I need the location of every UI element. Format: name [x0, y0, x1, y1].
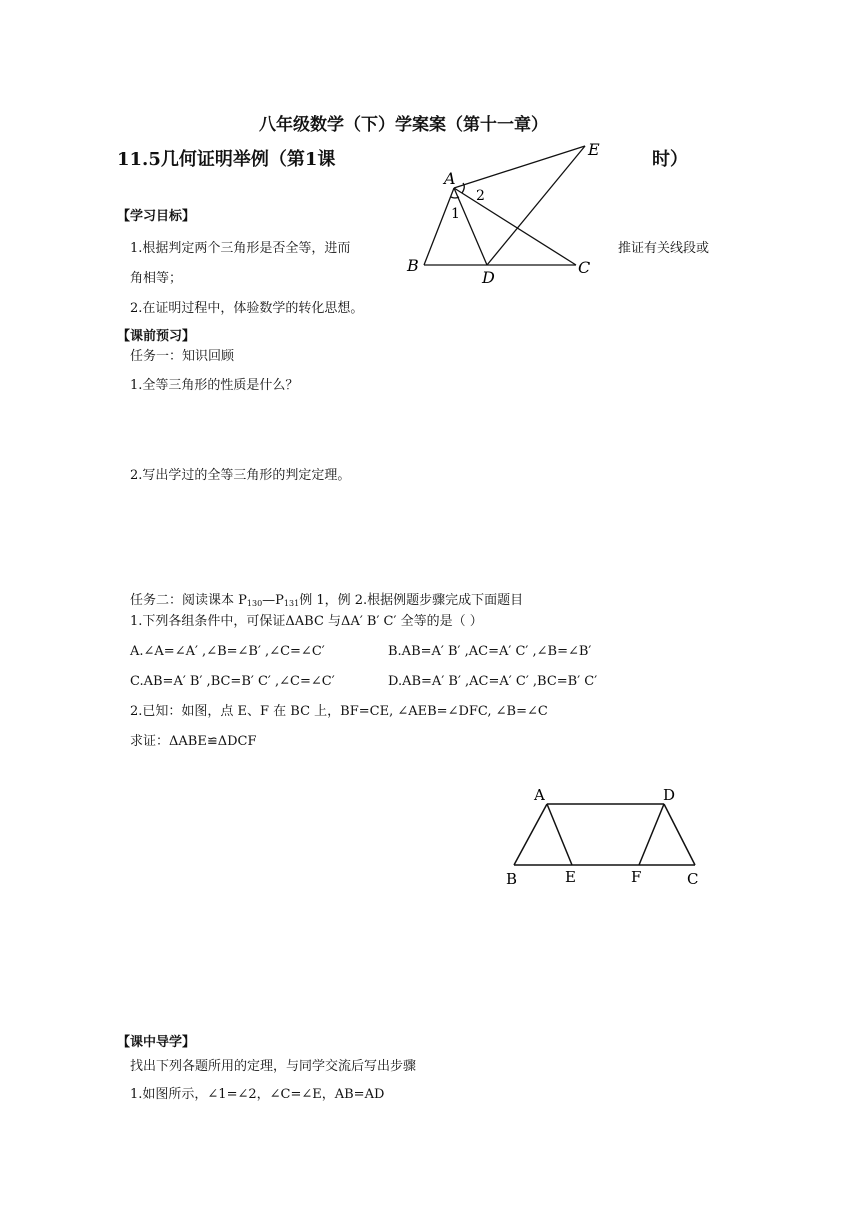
task-2: 任务二：阅读课本 $P_{130}—P_{131}$例 1，例 2.根据例题步骤完成下面题目: [130, 593, 524, 608]
option-c: C.AB=A′ B′ ,BC=B′ C′ ,∠C=∠C′: [130, 674, 335, 689]
question-2: 2.写出学过的全等三角形的判定定理。: [130, 468, 351, 483]
label-f: F: [631, 868, 642, 886]
inclass-intro: 找出下列各题所用的定理，与同学交流后写出步骤: [130, 1059, 417, 1074]
label-d: D: [663, 786, 676, 804]
inclass-question-1: 1.如图所示，∠1=∠2，∠C=∠E，AB=AD: [130, 1087, 385, 1102]
lesson-title-end: 时）: [652, 149, 688, 170]
option-a: A.∠A=∠A′ ,∠B=∠B′ ,∠C=∠C′: [130, 644, 325, 659]
segment-df: [639, 804, 664, 865]
segment-ab: [424, 188, 454, 265]
segment-ac: [454, 188, 576, 265]
label-c: C: [687, 870, 699, 888]
segment-de: [487, 146, 585, 265]
objective-2: 2.在证明过程中，体验数学的转化思想。: [130, 301, 364, 316]
section-objectives-heading: 【学习目标】: [117, 209, 196, 224]
label-a: A: [534, 786, 545, 804]
label-d: D: [482, 268, 495, 286]
question-1: 1.全等三角形的性质是什么？: [130, 378, 299, 393]
objective-1-part-b: 推证有关线段或: [618, 241, 710, 256]
section-inclass-heading: 【课中导学】: [117, 1035, 196, 1050]
label-c: C: [578, 258, 591, 277]
page-title: 八年级数学（下）学案案（第十一章）: [259, 115, 548, 135]
figure-trapezoid-abcdef: [500, 780, 710, 895]
mc-question: 1.下列各组条件中，可保证ΔABC 与ΔA′ B′ C′ 全等的是（ ）: [130, 614, 483, 629]
label-b: B: [506, 870, 518, 888]
label-b: B: [407, 256, 419, 275]
objective-1-part-a: 1.根据判定两个三角形是否全等，进而: [130, 241, 351, 256]
objective-1-part-c: 角相等；: [130, 271, 183, 286]
angle-1-arc: [451, 197, 459, 198]
label-angle-1: 1: [451, 206, 460, 222]
lesson-title: 11.5几何证明举例（第1课: [117, 149, 336, 170]
angle-2-arc: [462, 183, 464, 193]
segment-ae: [547, 804, 572, 865]
label-angle-2: 2: [476, 188, 485, 204]
segment-ae: [454, 146, 585, 188]
option-b: B.AB=A′ B′ ,AC=A′ C′ ,∠B=∠B′: [388, 644, 592, 659]
task-1: 任务一：知识回顾: [130, 349, 235, 364]
question-2-given: 2.已知：如图，点 E、F 在 BC 上，BF=CE, ∠AEB=∠DFC, ∠B=∠C: [130, 704, 548, 719]
figure-triangle-abcde: [398, 134, 608, 286]
label-e: E: [565, 868, 576, 886]
segment-ab: [514, 804, 547, 865]
option-d: D.AB=A′ B′ ,AC=A′ C′ ,BC=B′ C′: [388, 674, 598, 689]
section-preview-heading: 【课前预习】: [117, 329, 196, 344]
label-e: E: [588, 140, 600, 159]
question-2-prove: 求证：ΔABE≌ΔDCF: [130, 734, 257, 749]
label-a: A: [444, 169, 456, 188]
segment-dc: [664, 804, 695, 865]
